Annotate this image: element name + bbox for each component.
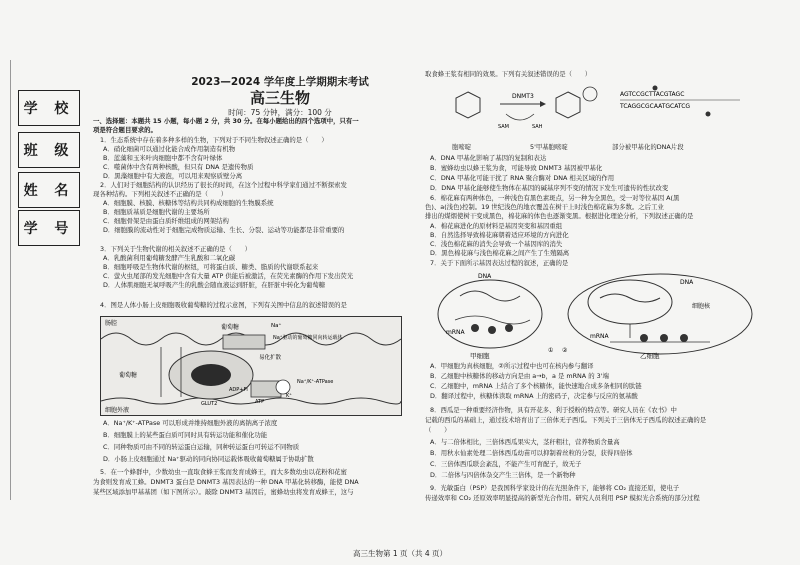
q1-option-d: D．黑藻细胞中有大液泡，可以用来观察质壁分离: [103, 172, 243, 180]
binding-line: [10, 60, 11, 500]
class-box: 班 级: [18, 132, 80, 168]
fig3-label-cell-yi: 乙细胞: [640, 352, 660, 360]
q8-option-a: A．与二倍体相比，三倍体西瓜果实大，茎秆粗壮，营养物质含量高: [430, 438, 620, 446]
q7-option-c: C．乙细胞中，mRNA 上结合了多个核糖体，能快速地合成多条相同的肽链: [430, 382, 642, 390]
question-5: 5．在一个蜂群中，少数幼虫一直取食蜂王浆而发育成蜂王，而大多数幼虫以花粉和花蜜: [100, 468, 347, 476]
q2-option-b: B．细胞质基质是细胞代谢的主要场所: [103, 208, 210, 216]
q6-option-d: D．黑色棉花麻与浅色棉花麻之间产生了生殖隔离: [430, 249, 570, 257]
question-6-cont2: 排出的煤烟使树干变成黑色，棉花麻的体色也逐渐变黑。根据进化理论分析，下列叙述正确的是: [425, 212, 694, 220]
q5-option-d: D．DNA 甲基化能够使生物体在基因的碱基序列不变的情况下发生可遗传的性状改变: [430, 184, 669, 192]
fig1-label-k: K⁺: [286, 393, 292, 399]
question-7: 7．关于下面所示基因表达过程的叙述，正确的是: [430, 259, 569, 267]
q8-option-b: B．用秋水仙素处理二倍体西瓜幼苗可以抑制着丝粒的分裂，获得四倍体: [430, 449, 633, 457]
q4-option-a: A．Na⁺/K⁺-ATPase 可以形成并维持细胞外液的离钠离子浓度: [103, 419, 278, 427]
q3-option-d: D．人体肌细胞无氧呼吸产生的乳酸会随血液运到肝脏，在肝脏中转化为葡萄糖: [103, 281, 326, 289]
school-box: 学 校: [18, 90, 80, 126]
fig3-label-dna-a: DNA: [478, 273, 492, 280]
section-heading-2: 项是符合题目要求的。: [93, 126, 157, 134]
q8-option-d: D．二倍体与四倍体杂交产生三倍体，是一个新物种: [430, 471, 576, 479]
question-8: 8．西瓜是一种重要经济作物，具有开花多、利于授粉的特点等。研究人员在《农书》中: [430, 406, 677, 414]
question-1: 1．生态系统中存在着多种多样的生物，下列对于不同生物叙述正确的是（ ）: [100, 136, 328, 144]
q2-option-d: D．细胞膜的流动性对于细胞完成物质运输、生长、分裂、运动等功能都是非常重要的: [103, 226, 345, 234]
fig1-label-atpase: Na⁺/K⁺-ATPase: [297, 379, 334, 385]
fig1-label-lumen: 肠腔: [105, 320, 118, 327]
fig2-seq-bottom: TCAGGCGCAATGCATCG: [620, 103, 691, 110]
question-5-cont2: 某些区域添加甲基基团（如下图所示）。敲除 DNMT3 基因后，蜜蜂幼虫将发育成蜂王，这与: [93, 488, 354, 496]
fig3-label-dna-b: DNA: [680, 279, 694, 286]
fig2-label-sam: SAM: [498, 124, 510, 130]
fig1-label-adp: ADP+Pi: [229, 387, 248, 393]
fig1-label-atp: ATP: [255, 399, 265, 405]
binding-strip: [0, 60, 88, 500]
fig2-label-methylcytosine: 5'甲基胞嘧啶: [530, 143, 568, 151]
question-5-cont: 为食则发育成工蜂。DNMT3 蛋白是 DNMT3 基因表达的一种 DNA 甲基化转移酶，能使 DNA: [93, 478, 359, 486]
page-footer: 高三生物第 1 页（共 4 页）: [352, 549, 448, 558]
question-9: 9．光敏蛋白（PSP）是我国科学家设计的在光照条件下，能够将 CO₂ 直接还原，使电子: [430, 484, 680, 492]
exam-title: 2023—2024 学年度上学期期末考试: [191, 76, 369, 88]
question-8-cont: 记载的西瓜的基础上，通过技术培育出了三倍体无子西瓜。下列关于三倍体无子西瓜的叙述正确的是: [425, 416, 707, 424]
fig2-label-fragment: 部分被甲基化的DNA片段: [612, 143, 684, 151]
q1-option-a: A．硝化细菌可以通过化能合成作用制造有机物: [103, 145, 236, 153]
fig1-label-symporter: Na⁺驱动的葡萄糖同向转运载体: [273, 335, 343, 341]
question-3: 3．下列关于生物代谢的相关叙述不正确的是（ ）: [100, 245, 252, 253]
exam-meta: 时间：75 分钟，满分：100 分: [228, 108, 332, 117]
question-2: 2．人们对于细胞结构的认识经历了很长的时间，在这个过程中科学家们通过不断探索发: [100, 181, 347, 189]
question-4: 4．图是人体小肠上皮细胞吸收葡萄糖的过程示意图，下列有关图中信息的叙述错误的是: [100, 301, 347, 309]
q6-option-b: B．自然选择导致棉花麻朝着适应环境的方向进化: [430, 231, 569, 239]
gene-expression-figure: [430, 268, 770, 360]
question-6: 6．棉花麻有两种体色，一种浅色有黑色素斑点，另一种为全黑色，受一对等位基因 A(黑: [430, 194, 680, 202]
student-id-box: 学 号: [18, 210, 80, 246]
q4-option-d: D．小肠上皮细胞通过 Na⁺驱动的同向协同运载体吸收葡萄糖属于协助扩散: [103, 455, 314, 463]
fig1-label-glut2: GLUT2: [201, 401, 218, 407]
q4-option-c: C．同种物质可由不同的转运蛋白运输，同种转运蛋白可转运不同物质: [103, 443, 300, 451]
q5-option-c: C．DNA 甲基化可能干扰了 RNA 聚合酶对 DNA 相关区域的作用: [430, 174, 615, 182]
fig2-label-sah: SAH: [532, 124, 543, 130]
fig1-label-ecf: 细胞外液: [105, 407, 130, 414]
q5-option-b: B．蜜蜂幼虫以蜂王浆为食，可能导致 DNMT3 基因被甲基化: [430, 164, 603, 172]
q2-option-a: A．细胞膜、核膜、核糖体等结构共同构成细胞的生物膜系统: [103, 199, 274, 207]
fig3-label-nucleus: 细胞核: [692, 303, 711, 310]
q6-option-c: C．浅色棉花麻的消失会导致一个基因库的消失: [430, 240, 563, 248]
fig3-label-mrna-a: mRNA: [446, 329, 465, 336]
q7-option-b: B．乙细胞中核糖体的移动方向是由 a→b，a 是 mRNA 的 3'端: [430, 372, 609, 380]
fig1-label-glucose-left: 葡萄糖: [119, 372, 138, 379]
q3-option-b: B．细胞呼吸是生物体代谢的枢纽，可将蛋白质、糖类、脂质的代谢联系起来: [103, 263, 319, 271]
q8-option-c: C．三倍体西瓜联会紊乱，不能产生可育配子，故无子: [430, 460, 582, 468]
q4-option-b: B．细胞膜上的某些蛋白质可同时具有转运功能和催化功能: [103, 431, 268, 439]
fig1-label-na: Na⁺: [271, 323, 282, 329]
fig1-label-glucose-top: 葡萄糖: [221, 324, 240, 331]
question-9-cont: 传递效率和 CO₂ 还原效率明显提高的新型光合作用。研究人员利用 PSP 模拟光合系统的部分过程: [425, 494, 700, 502]
section-heading: 一、选择题：本题共 15 小题，每小题 2 分，共 30 分。在每小题给出的四个选项中，只有一: [93, 117, 359, 125]
fig3-label-cell-jia: 甲细胞: [470, 352, 490, 360]
q1-option-b: B．蓝藻和玉米叶肉细胞中都不含有叶绿体: [103, 154, 223, 162]
q6-option-a: A．棉花麻进化的原材料是基因突变和基因重组: [430, 222, 563, 230]
question-2-cont: 现各种结构。下列相关叙述不正确的是（ ）: [93, 190, 228, 198]
methylation-figure: [440, 82, 780, 142]
fig2-label-cytosine: 胞嘧啶: [452, 143, 472, 151]
q2-option-c: C．细胞骨架是由蛋白质纤维组成的网架结构: [103, 217, 229, 225]
fig2-seq-top: AGTCCGCTTACGTAGC: [620, 91, 685, 98]
question-5-end: 取食蜂王浆有相同的效果。下列有关叙述错误的是（ ）: [425, 70, 592, 78]
fig3-label-step-1: ①: [548, 347, 554, 354]
question-6-cont: 色)、a(浅色)控制。19 世纪浅色的地衣覆盖在树干上时浅色棉花麻为多数。之后工业: [425, 203, 664, 211]
q7-option-a: A．甲细胞为真核细胞，②所示过程中也可在核内参与翻译: [430, 362, 594, 370]
name-box: 姓 名: [18, 172, 80, 208]
q1-option-c: C．噬菌体中含有两种核酸，但只有 DNA 是遗传物质: [103, 163, 254, 171]
q5-option-a: A．DNA 甲基化影响了基因的复制和表达: [430, 154, 547, 162]
q7-option-d: D．翻译过程中，核糖体读取 mRNA 上的密码子，决定参与反应的氨基酸: [430, 392, 638, 400]
glucose-transport-figure: [100, 316, 402, 416]
fig3-label-mrna-b: mRNA: [590, 333, 609, 340]
fig1-label-facilitated: 易化扩散: [259, 355, 282, 361]
fig3-label-step-2: ②: [562, 347, 568, 354]
question-8-cont2: （ ）: [425, 426, 451, 434]
fig2-label-dnmt3: DNMT3: [512, 93, 534, 100]
subject-title: 高三生物: [249, 89, 310, 107]
q3-option-c: C．萤火虫尾部的发光细胞中含有大量 ATP 供能后被激活，在荧光素酶的作用下发出荧光: [103, 272, 354, 280]
q3-option-a: A．乳酸菌利用葡萄糖发酵产生乳酸和二氧化碳: [103, 254, 236, 262]
